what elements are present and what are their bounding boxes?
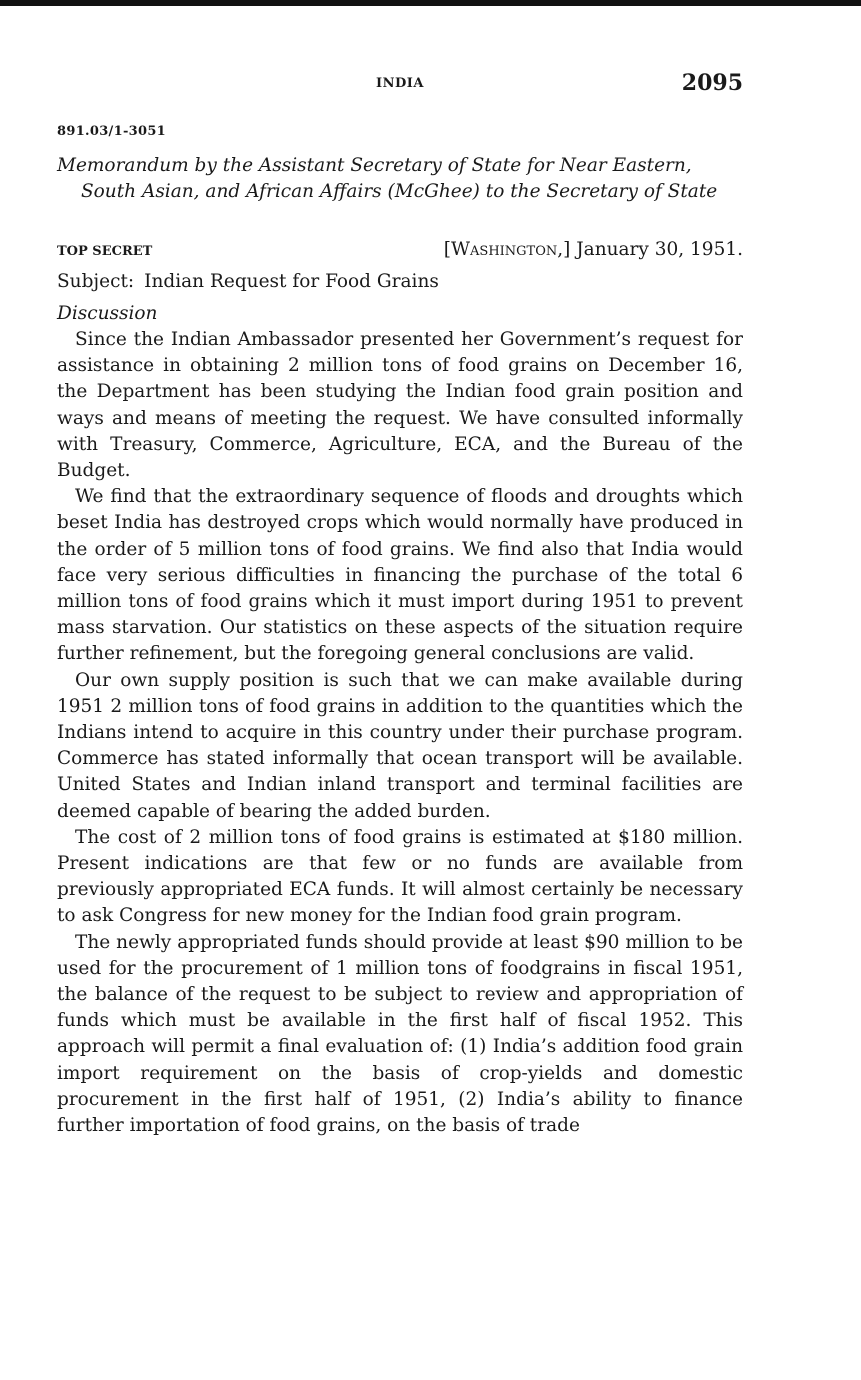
file-number: 891.03/1-3051 — [57, 124, 167, 139]
document-page — [57, 70, 743, 1139]
running-header — [57, 70, 743, 104]
document-title: Memorandum by the Assistant Secretary of State for Near Eastern, South Asian, and African Affairs (McGhee) to the Secretary of State — [57, 155, 718, 202]
page-number: 2095 — [681, 70, 743, 96]
body-paragraph: The newly appropriated funds should provide at least $90 million to be used for the procurement of 1 million tons of foodgrains in fiscal 1951, the balance of the request to be subject to review and appropriation of funds which must be available in the first half of fiscal 1952. This approach will permit a final evaluation of: (1) India’s addition food grain import requirement on the basis of crop-yields and domestic procurement in the first half of 1951, (2) India’s ability to finance further importation of food grains, on the basis of trade — [57, 931, 743, 1137]
body-paragraph: We find that the extraordinary sequence of floods and droughts which beset India has destroyed crops which would normally have produced in the order of 5 million tons of food grains. We find also that India would face very serious difficulties in financing the purchase of the total 6 million tons of food grains which it must import during 1951 to prevent mass starvation. Our statistics on these aspects of the situation require further refinement, but the foregoing general conclusions are valid. — [57, 486, 743, 665]
section-heading: Discussion — [57, 303, 158, 324]
subject-text: Indian Request for Food Grains — [144, 271, 439, 292]
body-paragraph: The cost of 2 million tons of food grains is estimated at $180 million. Present indications are that few or no funds are available from previously appropriated ECA funds. It will almost certainly be necessary to ask Congress for new money for the Indian food grain program. — [57, 826, 743, 927]
subject-label: Subject: — [57, 271, 135, 292]
body-paragraph: Our own supply position is such that we can make available during 1951 2 million tons of food grains in addition to the quantities which the Indians intend to acquire in this country under their purchase program. Commerce has stated informally that ocean transport will be available. United States and Indian inland transport and terminal facilities are deemed capable of bearing the added burden. — [57, 669, 743, 822]
body-paragraph: Since the Indian Ambassador presented her Government’s request for assistance in obtaining 2 million tons of food grains on December 16, the Department has been studying the Indian food grain position and ways and means of meeting the request. We have consulted informally with Treasury, Commerce, Agriculture, ECA, and the Bureau of the Budget. — [57, 329, 743, 482]
top-edge-rule — [0, 0, 861, 6]
running-title: INDIA — [376, 76, 424, 91]
subject-line — [57, 269, 743, 295]
classification-label: TOP SECRET — [57, 244, 153, 259]
dateline — [57, 239, 743, 265]
date-line — [444, 239, 743, 260]
date-value: January 30, 1951. — [576, 239, 743, 260]
date-place: [Washington,] — [443, 239, 571, 260]
